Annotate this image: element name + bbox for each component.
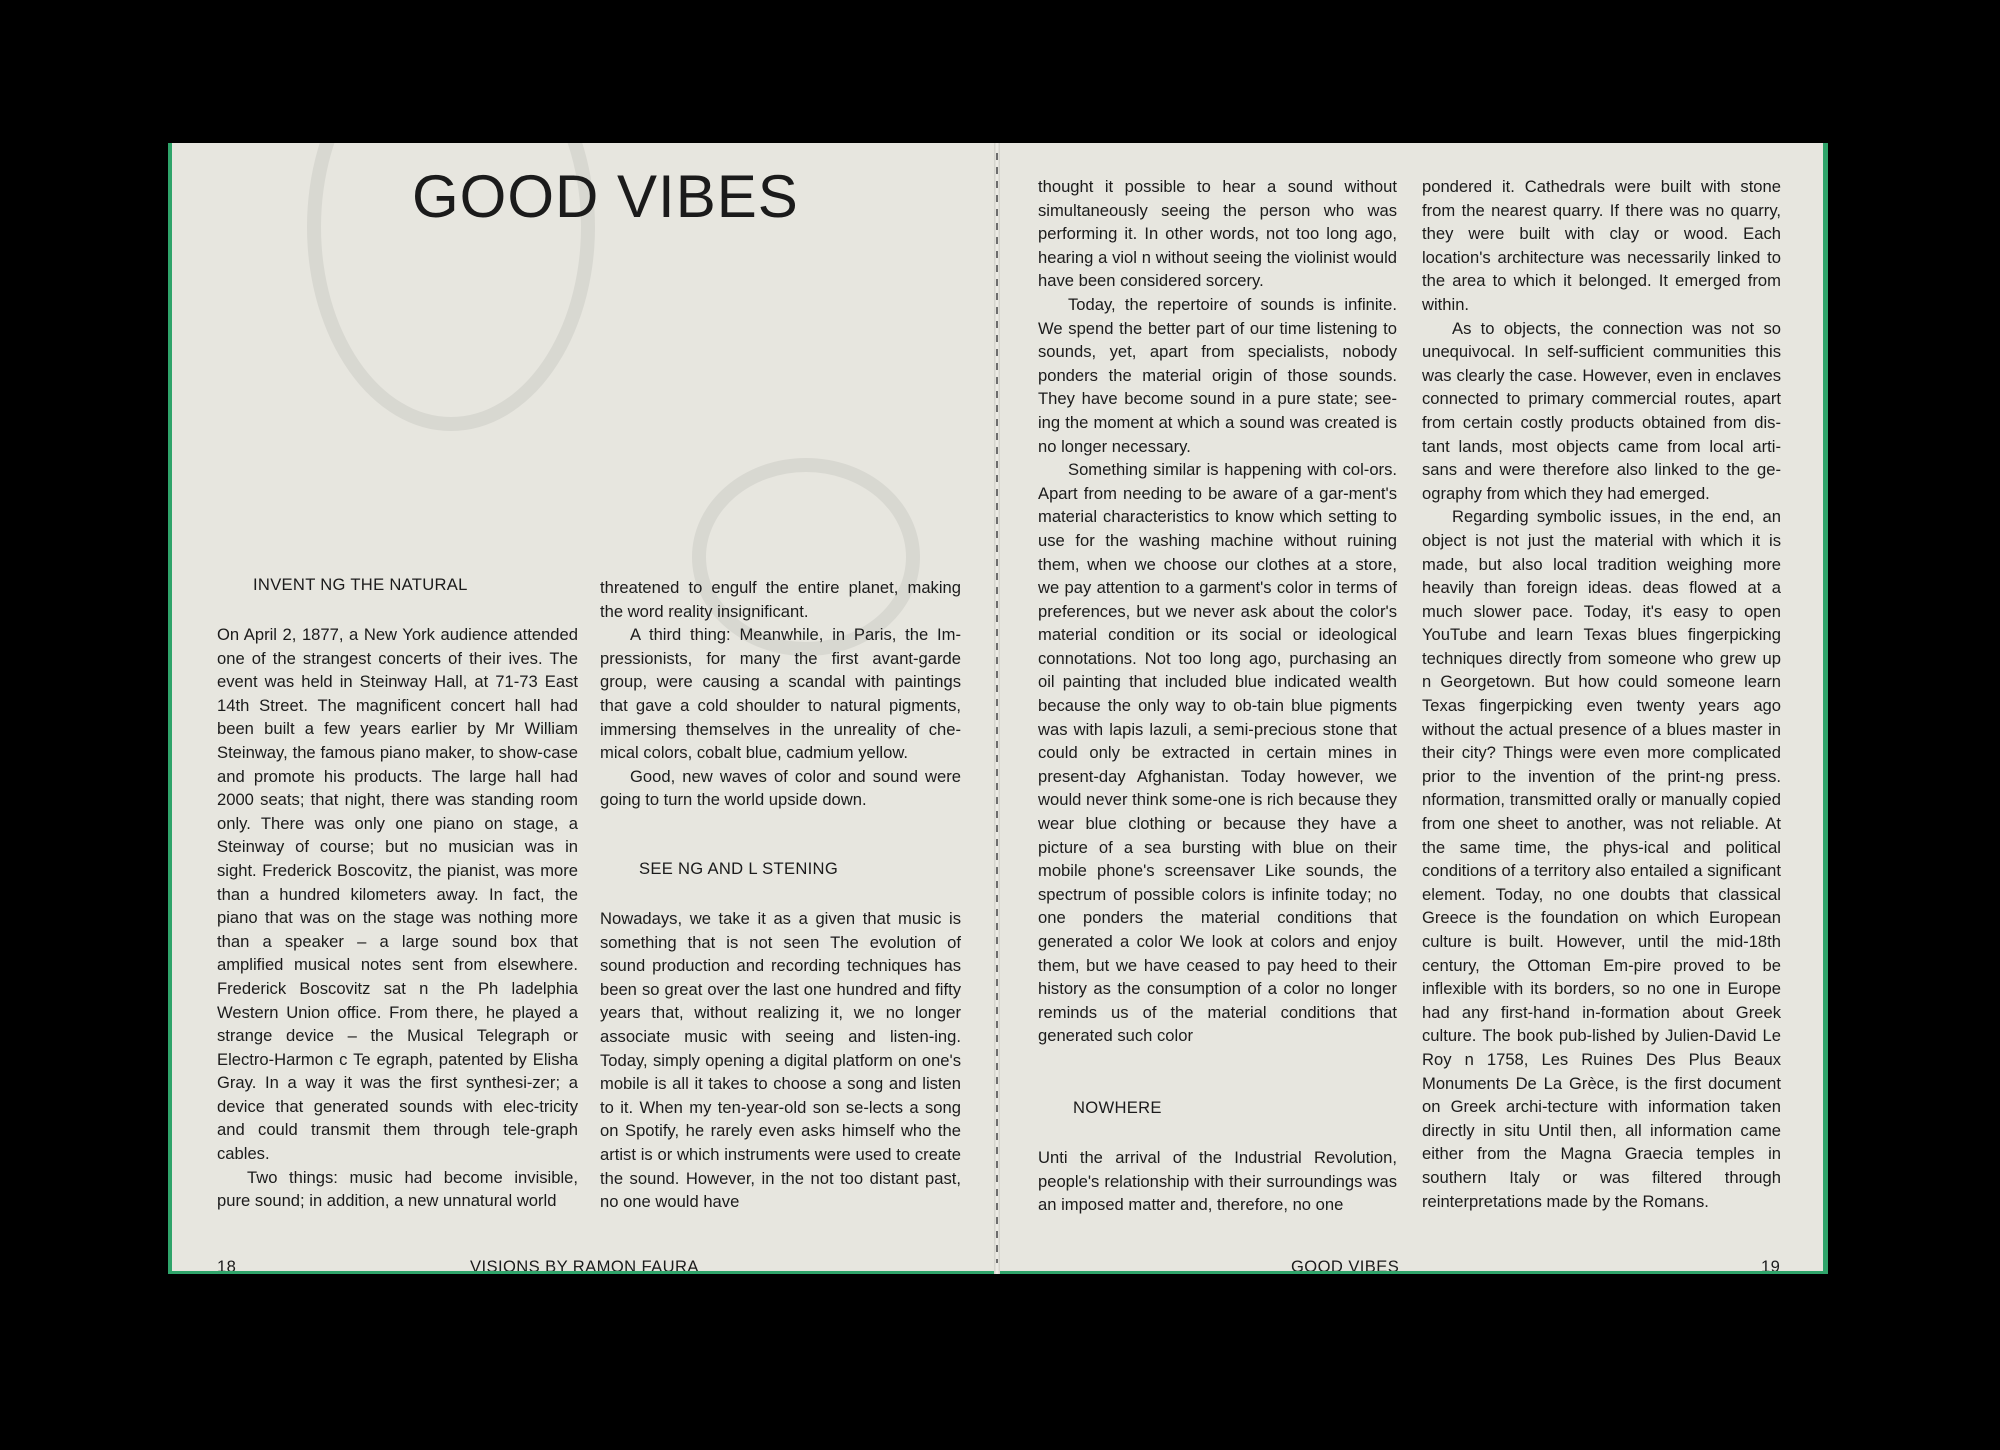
paragraph: Good, new waves of color and sound were going to turn the world upside down. [600,766,961,810]
section-heading: INVENT NG THE NATURAL [253,575,468,594]
page-number: 18 [217,1257,237,1274]
running-footer: VISIONS BY RAMON FAURA [470,1257,699,1274]
text-column-4 [1422,175,1781,1213]
paragraph: Two things: music had become invisible, pure sound; in addition, a new unnatural world [217,1167,578,1211]
paragraph: Something similar is happening with col-ors. Apart from needing to be aware of a gar-ment's material characteristics to know which setting to use for the washing machine without ruining them, when we choose our clothes at a store, we pay attention to a garment's color in terms of preferences, but we never ask about the color's material condition or its social or ideological connotations. Not too long ago, purchasing an oil painting that included blue indicated wealth because the only way to ob-tain blue pigments was with lapis lazuli, a semi-precious stone that could only be extracted in certain mines in present-day Afghanistan. Today however, we would never think some-one is rich because they wear blue clothing or because they have a picture of a sea bursting with blue on their mobile phone's screensaver Like sounds, the spectrum of possible colors is infinite today; no one ponders the material conditions that generated a color We look at colors and enjoy them, but we have ceased to pay heed to their history as the consumption of a color no longer reminds us of the material conditions that generated such color [1038,460,1397,1046]
section-heading: NOWHERE [1073,1098,1162,1117]
paragraph: threatened to engulf the entire planet, making the word reality insignificant. [600,578,961,621]
page-number: 19 [1761,1257,1781,1274]
paragraph: As to objects, the connection was not so unequivocal. In self-sufficient communities this was clearly the case. However, even in enclaves connected to primary commercial routes, apart from certain costly products obtained from dis-tant lands, most objects came from local arti-sans and were therefore also linked to the ge-ography from which they had emerged. [1422,318,1781,503]
text-column-2-top [600,576,961,812]
paragraph: Today, the repertoire of sounds is infinite. We spend the better part of our time listening to sounds, yet, apart from specialists, nobody ponders the material origin of those sounds. They have become sound in a pure state; see-ing the moment at which a sound was created is no longer necessary. [1038,294,1397,456]
text-column-3-bottom [1038,1146,1397,1217]
running-footer: GOOD VIBES [1291,1257,1400,1274]
paragraph: A third thing: Meanwhile, in Paris, the Im-pressionists, for many the first avant-garde group, were causing a scandal with paintings that gave a cold shoulder to natural pigments, immersing themselves in the unreality of che-mical colors, cobalt blue, cadmium yellow. [600,625,961,763]
binding-stitch [996,153,998,1263]
section-heading: SEE NG AND L STENING [639,859,839,878]
paragraph: Nowadays, we take it as a given that music is something that is not seen The evolution of sound production and recording techniques has been so great over the last one hundred and fifty years that, without realizing it, we no longer associate music with seeing and listen-ing. Today, simply opening a digital platform on one's mobile is all it takes to choose a song and listen to it. When my ten-year-old son se-lects a song on Spotify, he rarely even asks himself who the artist is or which instruments were used to create the sound. However, in the not too distant past, no one would have [600,909,961,1212]
paragraph: Regarding symbolic issues, in the end, an object is not just the material with which it is made, but also local tradition weighing more heavily than foreign ideas. deas flowed at a much slower pace. Today, it's easy to open YouTube and learn Texas blues fingerpicking techniques directly from someone who grew up n Georgetown. But how could someone learn Texas fingerpicking even twenty years ago without the actual presence of a blues master in their city? Things were even more complicated prior to the invention of the print-ng press. nformation, transmitted orally or manually copied from one sheet to another, was not reliable. At the same time, the phys-ical and political conditions of a territory also entailed a significant element. Today, no one doubts that classical Greece is the foundation on which European culture is built. However, until the mid-18th century, the Ottoman Em-pire proved to be inflexible with its borders, so no one in Europe had any first-hand in-formation about Greek culture. The book pub-lished by Julien-David Le Roy n 1758, Les Ruines Des Plus Beaux Monuments De La Grèce, is the first document on Greek archi-tecture with information taken directly in situ Until then, all information came either from the Magna Graecia temples in southern Italy or was filtered through reinterpretations made by the Romans. [1422,507,1781,1211]
paragraph: Unti the arrival of the Industrial Revolution, people's relationship with their surroundings was an imposed matter and, therefore, no one [1038,1148,1397,1215]
left-page [168,143,997,1274]
text-column-3 [1038,175,1397,1048]
article-title: GOOD VIBES [412,163,799,230]
paragraph: On April 2, 1877, a New York audience attended one of the strangest concerts of their ives. The event was held in Steinway Hall, at 71-73 East 14th Street. The magnificent concert hall had been built a few years earlier by Mr William Steinway, the famous piano maker, to show-case and promote his products. The large hall had 2000 seats; that night, there was standing room only. There was only one piano on stage, a Steinway of course; but no musician was in sight. Frederick Boscovitz, the pianist, was more than a hundred kilometers away. In fact, the piano that was on the stage was nothing more than a speaker – a large sound box that amplified musical notes sent from elsewhere. Frederick Boscovitz sat n the Ph ladelphia Western Union office. From there, he played a strange device – the Musical Telegraph or Electro-Harmon c Te egraph, patented by Elisha Gray. In a way it was the first synthesi-zer; a device that generated sounds with elec-tricity and could transmit them through tele-graph cables. [217,625,578,1164]
text-column-1 [217,623,578,1213]
magazine-spread [168,143,1828,1274]
paragraph: thought it possible to hear a sound without simultaneously seeing the person who was performing it. In other words, not too long ago, hearing a viol n without seeing the violinist would have been considered sorcery. [1038,177,1397,291]
text-column-2-bottom [600,907,961,1214]
right-page [997,143,1828,1274]
paragraph: pondered it. Cathedrals were built with stone from the nearest quarry. If there was no quarry, they were built with clay or wood. Each location's architecture was necessarily linked to the area to which it belonged. It emerged from within. [1422,177,1781,314]
